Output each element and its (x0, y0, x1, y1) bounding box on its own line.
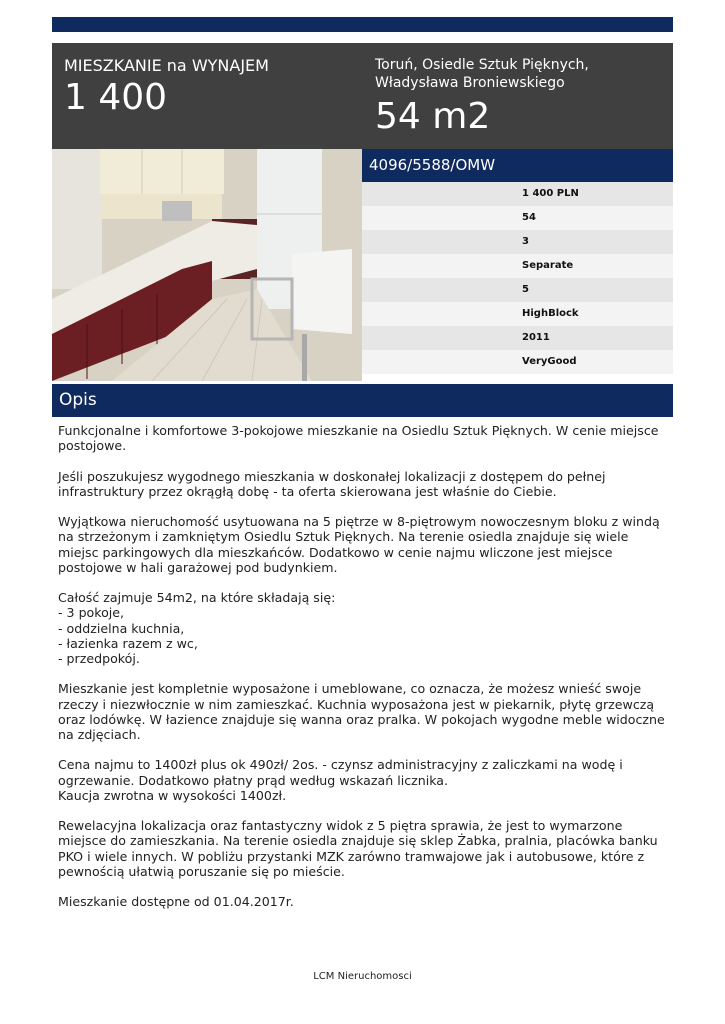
description-paragraph: Cena najmu to 1400zł plus ok 490zł/ 2os. - czynsz administracyjny z zaliczkami na wodę i ogrzewanie. Dodatkowo płatny prąd według wskazań licznika. Kaucja zwrotna w wysokości 1400zł. (58, 757, 623, 803)
description-paragraph: Całość zajmuje 54m2, na które składają się: - 3 pokoje, - oddzielna kuchnia, - łazienka razem z wc, - przedpokój. (58, 590, 336, 666)
description-heading (52, 384, 673, 417)
listing-area: 54 m2 (375, 96, 491, 137)
listing-location-line1: Toruń, Osiedle Sztuk Pięknych, (375, 57, 589, 73)
listing-header (52, 43, 673, 149)
listing-reference: 4096/5588/OMW (362, 149, 673, 182)
description-title: Opis (59, 390, 97, 410)
description-paragraph: Funkcjonalne i komfortowe 3-pokojowe mieszkanie na Osiedlu Sztuk Pięknych. W cenie miejsce postojowe. (58, 423, 659, 454)
listing-price: 1 400 (64, 77, 168, 118)
listing-details (362, 149, 673, 374)
header-left (64, 56, 269, 118)
description-paragraph: Wyjątkowa nieruchomość usytuowana na 5 piętrze w 8-piętrowym nowoczesnym bloku z windą na strzeżonym i zamkniętym Osiedlu Sztuk Pięknych. Na terenie osiedla znajduje się wiele miejsc parkingowych dla mieszkańców. Dodatkowo w cenie najmu wliczone jest miejsce postojowe w hali garażowej pod budynkiem. (58, 514, 660, 575)
description-paragraph: Jeśli poszukujesz wygodnego mieszkania w doskonałej lokalizacji z dostępem do pełnej infrastruktury przez okrągłą dobę - ta oferta skierowana jest właśnie do Ciebie. (58, 468, 606, 499)
top-accent-bar (52, 17, 673, 32)
detail-floor: 5 (362, 278, 673, 302)
detail-year: 2011 (362, 326, 673, 350)
detail-building-type: HighBlock (362, 302, 673, 326)
detail-condition: VeryGood (362, 350, 673, 374)
listing-location-line2: Władysława Broniewskiego (375, 75, 565, 91)
description-paragraph: Mieszkanie dostępne od 01.04.2017r. (58, 894, 294, 910)
header-right (375, 56, 665, 137)
detail-kitchen: Separate (362, 254, 673, 278)
description-body (58, 423, 670, 925)
listing-type: MIESZKANIE na WYNAJEM (64, 56, 269, 75)
footer-company: LCM Nieruchomosci (313, 971, 412, 982)
kitchen-photo (52, 149, 362, 381)
description-paragraph: Mieszkanie jest kompletnie wyposażone i umeblowane, co oznacza, że możesz wnieść swoje rzeczy i niezwłocznie w nim zamieszkać. Kuchnia wyposażona jest w piekarnik, płytę grzewczą oraz lodówkę. W łazience znajduje się wanna oraz pralka. W pokojach wygodne meble widoczne na zdjęciach. (58, 681, 665, 742)
detail-rooms: 3 (362, 230, 673, 254)
description-paragraph: Rewelacyjna lokalizacja oraz fantastyczny widok z 5 piętra sprawia, że jest to wymarzone miejsce do zamieszkania. Na terenie osiedla znajduje się sklep Żabka, pralnia, placówka banku PKO i wiele innych. W pobliżu przystanki MZK zarówno tramwajowe jak i autobusowe, które z pewnością ułatwią poruszanie się po mieście. (58, 818, 658, 879)
detail-price: 1 400 PLN (362, 182, 673, 206)
detail-area: 54 (362, 206, 673, 230)
